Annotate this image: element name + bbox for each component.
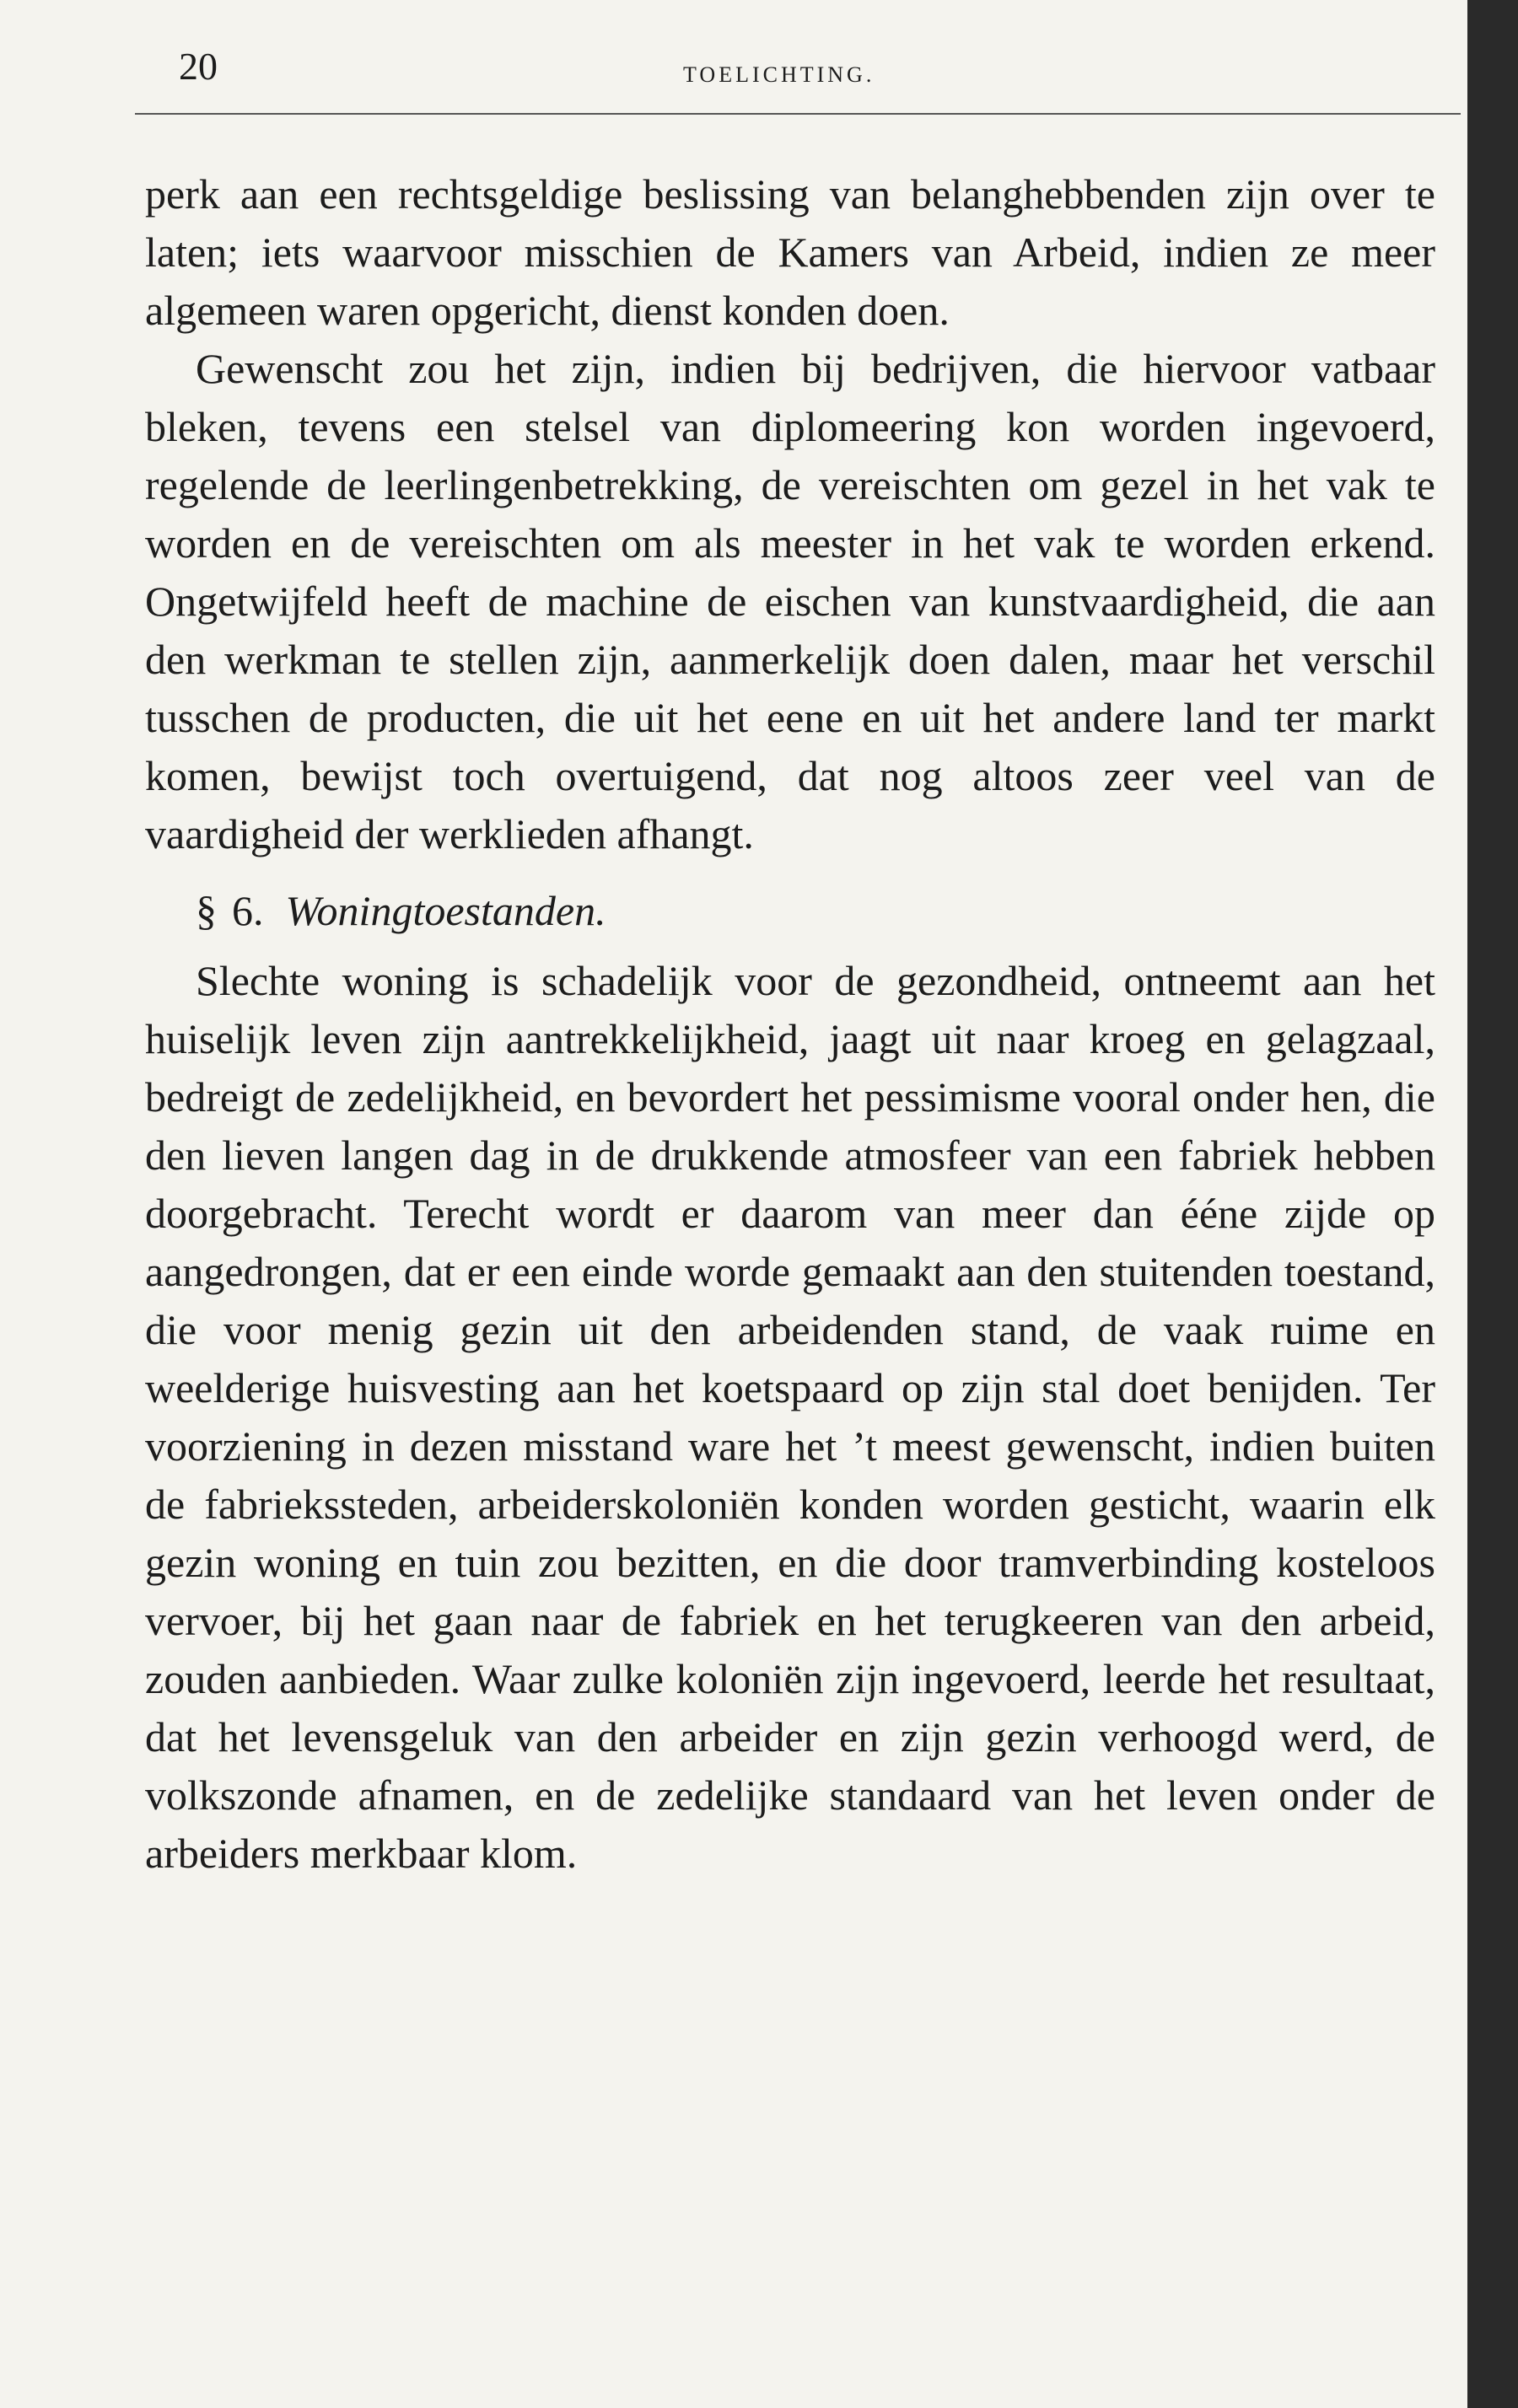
body-text bbox=[145, 165, 1435, 1883]
paragraph-diplomeering: Gewenscht zou het zijn, indien bij bedrijven, die hiervoor vatbaar bleken, tevens een stelsel van diplomeering kon worden ingevoerd, regelende de leerlingenbetrekking, de vereischten om gezel in het vak te worden en de vereischten om als meester in het vak te worden erkend. Ongetwijfeld heeft de machine de eischen van kunstvaardigheid, die aan den werkman te stellen zijn, aanmerkelijk doen dalen, maar het verschil tusschen de producten, die uit het eene en uit het andere land ter markt komen, bewijst toch overtuigend, dat nog altoos zeer veel van de vaardigheid der werklieden afhangt. bbox=[145, 345, 1435, 857]
page-number: 20 bbox=[179, 45, 218, 88]
section-number: 6. bbox=[232, 887, 264, 934]
paragraph-continued: perk aan een rechtsgeldige beslissing van belanghebbenden zijn over te laten; iets waarvoor misschien de Kamers van Arbeid, indien ze meer algemeen waren opgericht, dienst konden doen. bbox=[145, 170, 1435, 334]
section-symbol: § bbox=[196, 887, 217, 934]
running-title: TOELICHTING. bbox=[683, 62, 875, 87]
section-heading bbox=[145, 882, 1435, 940]
paragraph-woningtoestanden: Slechte woning is schadelijk voor de gezondheid, ontneemt aan het huiselijk leven zijn aantrekkelijkheid, jaagt uit naar kroeg en gelagzaal, bedreigt de zedelijkheid, en bevordert het pessimisme vooral onder hen, die den lieven langen dag in de drukkende atmosfeer van een fabriek hebben doorgebracht. Terecht wordt er daarom van meer dan ééne zijde op aangedrongen, dat er een einde worde gemaakt aan den stuitenden toestand, die voor menig gezin uit den arbeidenden stand, de vaak ruime en weelderige huisvesting aan het koetspaard op zijn stal doet benijden. Ter voorziening in dezen misstand ware het ’t meest gewenscht, indien buiten de fabriekssteden, arbeiderskoloniën konden worden gesticht, waarin elk gezin woning en tuin zou bezitten, en die door tramverbinding kosteloos vervoer, bij het gaan naar de fabriek en het terugkeeren van den arbeid, zouden aanbieden. Waar zulke koloniën zijn ingevoerd, leerde het resultaat, dat het levensgeluk van den arbeider en zijn gezin verhoogd werd, de volkszonde afnamen, en de zedelijke standaard van het leven onder de arbeiders merkbaar klom. bbox=[145, 957, 1435, 1877]
section-title: Woningtoestanden. bbox=[285, 887, 606, 934]
header-rule bbox=[135, 113, 1461, 115]
page-header bbox=[135, 42, 1467, 118]
